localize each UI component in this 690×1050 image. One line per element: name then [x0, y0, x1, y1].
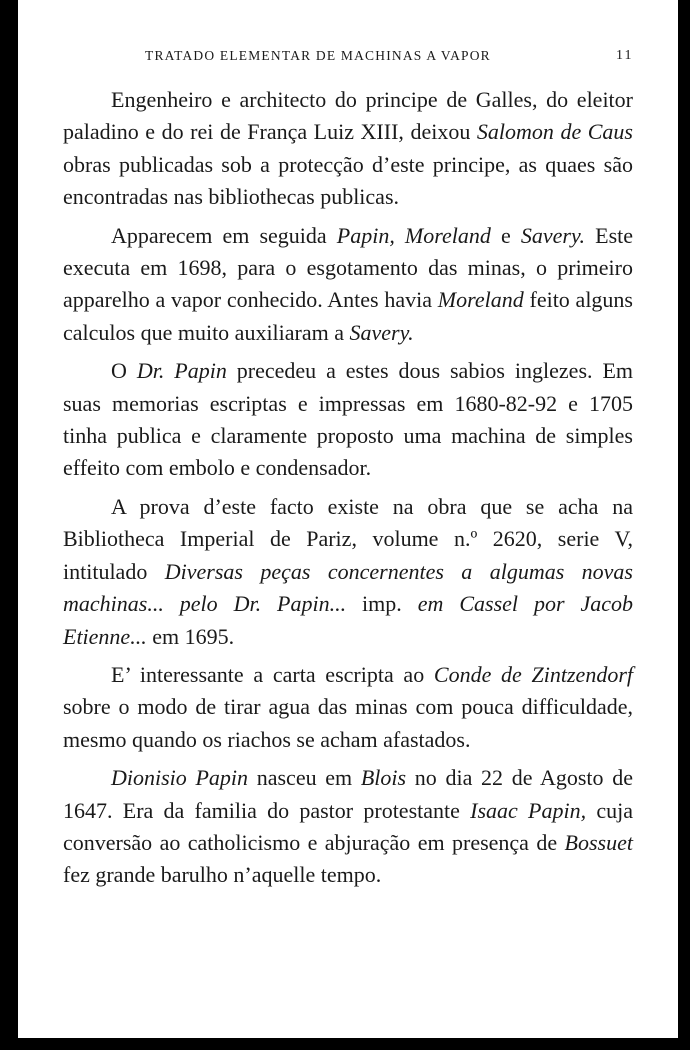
text-run: O	[111, 358, 137, 384]
text-run: nasceu em	[248, 765, 361, 791]
text-run: obras publicadas sob a protecção d’este principe, as quaes são encontradas nas bibliothecas publicas.	[63, 151, 633, 210]
italic-text: Moreland	[437, 287, 524, 313]
text-run: Apparecem em seguida	[111, 222, 337, 248]
paragraph	[63, 220, 633, 350]
italic-text: Papin, Moreland	[336, 222, 491, 248]
italic-text: Conde de Zintzendorf	[433, 661, 633, 687]
text-run: em 1695.	[146, 623, 235, 649]
text-run: fez grande barulho n’aquelle tempo.	[63, 862, 382, 888]
italic-text: Dr. Papin	[136, 358, 227, 384]
italic-text: Blois	[360, 765, 407, 791]
page-number: 11	[616, 48, 634, 63]
italic-text: Dionisio Papin	[111, 765, 249, 791]
text-run: precedeu a estes dous sabios inglezes. Em suas memorias escriptas e impressas em 1680-82-92 e 1705 tinha publica e claramente proposto uma machina de simples effeito com embolo e condensador.	[63, 358, 633, 481]
paragraph	[63, 84, 633, 214]
book-page	[18, 0, 678, 1038]
paragraph	[63, 491, 633, 653]
italic-text: Isaac Papin,	[470, 797, 587, 823]
paragraph	[63, 355, 633, 485]
italic-text: Bossuet	[564, 829, 633, 855]
running-title: TRATADO ELEMENTAR DE MACHINAS A VAPOR	[145, 48, 491, 63]
text-run: Este executa em 1698, para o esgotamento das minas, o primeiro apparelho a vapor conhecido. Antes havia	[63, 222, 634, 313]
text-run: A prova d’este facto existe na obra que se acha na Bibliotheca Imperial de Pariz, volume n.º 2620, serie V, intitulado	[63, 493, 633, 584]
italic-text: Salomon de Caus	[476, 119, 633, 145]
paragraph	[63, 762, 633, 892]
text-run: e	[490, 222, 521, 248]
italic-text: Savery.	[349, 319, 414, 345]
text-run: cuja conversão ao catholicismo e abjuração em presença de	[63, 797, 633, 855]
text-run: sobre o modo de tirar agua das minas com pouca difficuldade, mesmo quando os riachos se acham afastados.	[63, 694, 633, 752]
text-run: feito alguns calculos que muito auxiliaram a	[63, 287, 633, 345]
italic-text: Diversas peças concernentes a algumas novas machinas... pelo Dr. Papin...	[63, 558, 633, 617]
page-body	[63, 84, 633, 892]
italic-text: em Cassel por Jacob Etienne...	[63, 591, 633, 649]
page-header	[18, 48, 678, 72]
text-run: imp.	[346, 591, 418, 617]
text-run: no dia 22 de Agosto de 1647. Era da familia do pastor protestante	[63, 765, 633, 823]
italic-text: Savery.	[520, 222, 586, 248]
text-run: E’ interessante a carta escripta ao	[111, 661, 434, 687]
text-run: Engenheiro e architecto do principe de Galles, do eleitor paladino e do rei de França Luiz XIII, deixou	[63, 87, 633, 145]
paragraph	[63, 659, 633, 756]
